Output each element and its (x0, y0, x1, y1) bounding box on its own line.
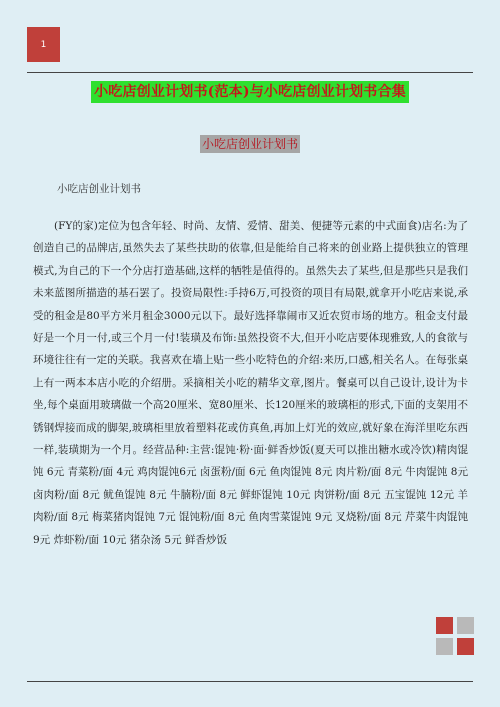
page-number: 1 (40, 39, 47, 50)
subtitle-row (0, 135, 500, 153)
title-row (0, 81, 500, 103)
squares-grid-icon (436, 617, 474, 655)
body-paragraph: (FY的家)定位为包含年轻、时尚、友情、爱情、甜美、便捷等元素的中式面食)店名:为了创造自己的品牌店,虽然失去了某些扶助的依靠,但是能给自己将来的创业路上提供独立的管理模式,为自己的下一个分店打造基础,这样的牺牲是值得的。虽然失去了某些,但是那些只是我们未来蓝图所描造的基石罢了。投资局限性:手持6万,可投资的项目有局限,就拿开小吃店来说,承受的租金是80平方米月租金3000元以下。最好选择靠闹市又近农贸市场的地方。租金支付最好是一个月一付,或三个月一付!装璜及布饰:虽然投资不大,但开小吃店要体现雅致,人的食欲与环境往往有一定的关联。我喜欢在墙上贴一些小吃特色的介绍:来历,口感,相关名人。在每张桌上有一两本本店小吃的介绍册。采摘相关小吃的精华文章,图片。餐桌可以自己设计,设计为卡坐,每个桌面用玻璃做一个高20厘米、宽80厘米、长120厘米的玻璃柜的形式,下面的支架用不锈钢焊接而成的脚架,玻璃柜里放着塑料花或仿真鱼,再加上灯光的效应,就好象在海洋里吃东西一样,装璜期为一个月。经营品种:主营:馄饨·粉·面·鲜香炒饭(夏天可以推出糖水或冷饮)精肉馄饨 6元 青菜粉/面 4元 鸡肉馄饨6元 卤蛋粉/面 6元 鱼肉馄饨 8元 肉片粉/面 8元 牛肉馄饨 8元 卤肉粉/面 8元 鱿鱼馄饨 8元 牛腩粉/面 8元 鲜虾馄饨 10元 肉饼粉/面 8元 五宝馄饨 12元 羊肉粉/面 8元 梅菜猪肉馄饨 7元 馄饨粉/面 8元 鱼肉雪菜馄饨 9元 叉烧粉/面 8元 芹菜牛肉馄饨 9元 炸虾粉/面 10元 猪杂汤 5元 鲜香炒饭 (33, 220, 468, 546)
deco-square-bottom-left (436, 638, 453, 655)
header-divider (27, 72, 473, 73)
deco-square-top-left (436, 617, 453, 634)
section-heading: 小吃店创业计划书 (57, 183, 141, 195)
deco-square-top-right (457, 617, 474, 634)
page-number-badge (27, 27, 60, 62)
footer-divider (27, 681, 473, 682)
deco-square-bottom-right (457, 638, 474, 655)
document-subtitle: 小吃店创业计划书 (201, 137, 298, 151)
document-title: 小吃店创业计划书(范本)与小吃店创业计划书合集 (91, 81, 409, 103)
